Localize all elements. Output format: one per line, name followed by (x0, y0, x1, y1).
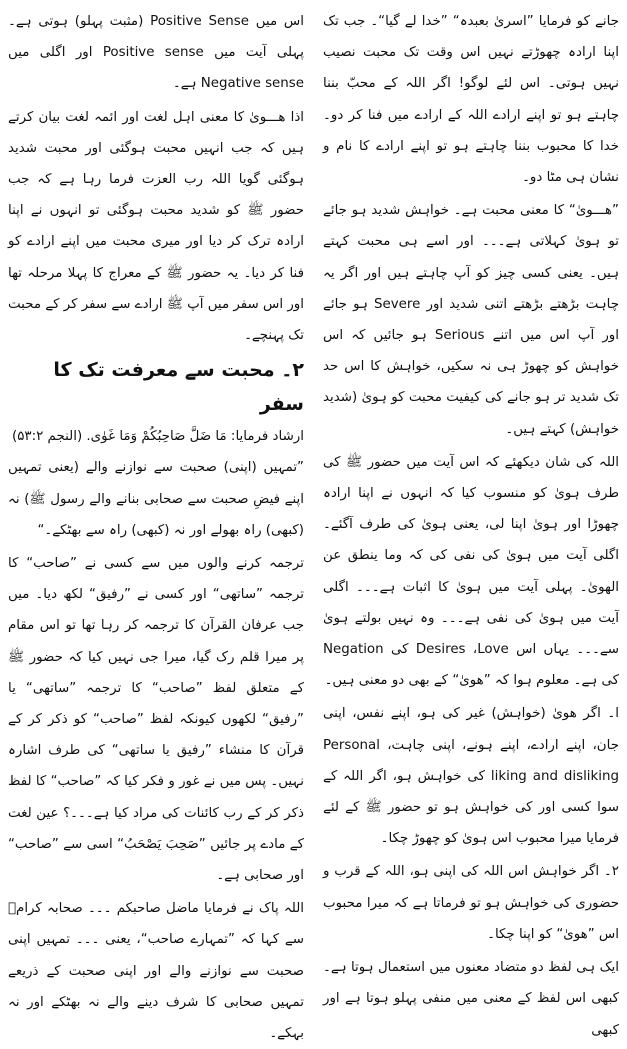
paragraph-sahib-translation: ترجمہ کرنے والوں میں سے کسی نے ”صاحب“ کا ترجمہ ”ساتھی“ اور کسی نے ”رفیق“ لکھ دیا۔ میں جب عرفان القرآن کا ترجمہ کر رہا تھا تو اس مقام پر میرا قلم رک گیا، میرا جی نہیں کیا کہ حضور ﷺ کے متعلق لفظ ”صاحب“ کا ترجمہ ”ساتھی“ یا ”رفیق“ لکھوں کیونکہ لفظ ”صاحب“ کو ذکر کر کے قرآن کا منشاء ”رفیق یا ساتھی“ کی طرف اشارہ نہیں۔ پس میں نے غور و فکر کیا کہ ”صاحب“ کا لفظ ذکر کر کے رب کائنات کی مراد کیا ہے۔۔۔؟ عین لغت کے مادے پر جائیں ”صَحِبَ یَصْحَبُ“ اسی سے ”صاحب“ اور صحابی ہے۔ (8, 556, 304, 884)
paragraph-quran-verse: ارشاد فرمایا: مَا ضَلَّ صَاحِبُكُمْ وَمَا غَوٰى. (النجم ۵۳:۲) (11, 429, 304, 445)
right-column (319, 6, 621, 1038)
paragraph-positive-negative-sense: اس میں Positive Sense (مثبت پہلو) ہوتی ہے۔ پہلی آیت میں Positive sense اور اگلی میں Negative sense ہے۔ (8, 14, 304, 92)
paragraph-hawa-meaning: ”ھـــوىٰ“ کا معنی محبت ہے۔ خواہش شدید ہو جائے تو ہویٰ کہلاتی ہے۔۔۔ اور اسے ہی محبت کہتے ہیں۔ یعنی کسی چیز کو آپ چاہتے ہیں اور اگر یہ چاہت بڑھتے بڑھتے اتنی شدید اور Severe ہو جائے اور آپ اس میں اتنے Serious ہو جائیں کہ اس خواہش کو چھوڑ ہی نہ سکیں، خواہش کا اس حد تک شدید تر ہو جانے کی کیفیت محبت کو ہویٰ (شدید خواہش) کہتے ہیں۔ (323, 203, 619, 437)
paragraph-verse-translation: ”تمہیں (اپنی) صحبت سے نوازنے والے (یعنی تمہیں اپنے فیضِ صحبت سے صحابی بنانے والے رسول ﷺ) نہ (کبھی) راہ بھولے اور نہ (کبھی) راہ سے بھٹکے۔“ (8, 460, 304, 538)
list-item-1: ا۔ اگر ھویٰ (خواہش) غیر کی ہو، اپنے نفس، اپنی جان، اپنے ارادے، اپنے ہونے، اپنی چاہت، Personal liking and disliking کی خواہش ہو، اگر اللہ کے سوا کسی اور کی خواہش ہو تو حضور ﷺ کے لئے فرمایا میرا محبوب اس ہویٰ کو چھوڑ چکا۔ (323, 706, 619, 847)
paragraph-sahaba: اللہ پاک نے فرمایا ماضل صاحبکم ۔۔۔ صحابہ کرامؓ سے کہا کہ ”تمہارے صاحب“، یعنی ۔۔۔ تمہیں اپنی صحبت سے نوازنے والے اور اپنی صحبت کے ذریعے تمہیں صحابی کا شرف دینے والے نہ بھٹکے اور نہ بہکے۔ (8, 901, 304, 1042)
paragraph-allah-shan: اللہ کی شان دیکھئے کہ اس آیت میں حضور ﷺ کی طرف ہویٰ کو منسوب کیا کہ انہوں نے اپنا ارادہ چھوڑا اور ہویٰ اپنا لی، یعنی ہویٰ کی طرف آگئے۔ اگلی آیت میں ہویٰ کی نفی کی کہ وما ینطق عن الھویٰ۔ پہلی آیت میں ہویٰ کا اثبات ہے۔۔۔ اگلی آیت میں ہویٰ کی نفی ہے۔۔۔ وہ نہیں بولتے ہویٰ سے۔۔۔ یہاں اس Desires ،Love کی Negation کی ہے۔ معلوم ہوا کہ ”ھویٰ“ کے بھی دو معنی ہیں۔ (323, 454, 619, 689)
list-item-2: ۲۔ اگر خواہش اس اللہ کی اپنی ہو، اللہ کے قرب و حضوری کی خواہش ہو تو فرماتا ہے کہ میرا محبوب اس ”ھویٰ“ کو اپنا چکا۔ (323, 864, 619, 942)
paragraph-contrary-meanings: ایک ہی لفظ دو متضاد معنوں میں استعمال ہوتا ہے۔ کبھی اس لفظ کے معنی میں منفی پہلو ہوتا ہے اور کبھی (323, 960, 619, 1038)
paragraph-isra: جانے کو فرمایا ”اسریٰ بعبدہ“ ”خدا لے گیا“۔ جب تک اپنا ارادہ چھوڑتے نہیں اس وقت تک محبت نصیب نہیں ہوتی۔ اس لئے لوگو! اگر اللہ کے محبّ بننا چاہتے ہو تو اپنے ارادے اللہ کے ارادے میں فنا کر دو۔ خدا کا محبوب بننا چاہتے ہو تو اپنے ارادے کا نام و نشان ہی مٹا دو۔ (323, 14, 619, 186)
section-heading: ۲۔ محبت سے معرفت تک کا سفر (53, 359, 304, 416)
left-column (6, 6, 308, 1042)
paragraph-iza-hawa: اذا ھـــوىٰ کا معنی اہل لغت اور ائمہ لغت بیان کرتے ہیں کہ جب انہیں محبت ہوگئی اور محبت شدید ہوگئی گویا اللہ رب العزت فرما رہا ہے کہ جب حضور ﷺ کو شدید محبت ہوگئی تو انہوں نے اپنا ارادہ ترک کر دیا اور میری محبت میں اپنے ارادے کو فنا کر دیا۔ یہ حضور ﷺ کے معراج کا پہلا مرحلہ تھا اور اس سفر میں آپ ﷺ ارادے سے سفر کر کے محبت تک پہنچے۔ (8, 109, 304, 344)
